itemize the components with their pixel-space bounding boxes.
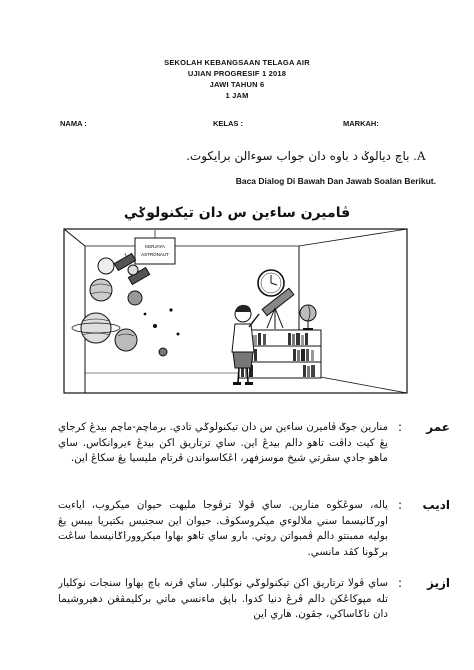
dialog-line: منارين جوݢ ڤاميرن ساءين س دان تيكنولوݢي تادي. برماچم-ماچم بيدڠ كرجاي يڠ كيت داڤت تاهو دالم بيدڠ اين. ساي ترتاريق اكن بيدڠ ءيروانكاس. ساي ماهو جادي سڤرتي شيخ موسزفهر، اڠكاسواندن ڤرتام مليسيا يڠ سكاڠ اين. bbox=[58, 421, 388, 464]
poster-text-1: KERJAYA bbox=[145, 244, 165, 249]
instruction-jawi-text: باچ ديالوݢ د باوه دان جواب سوءالن برايكوت. bbox=[186, 149, 410, 163]
poster-text-2: ASTRONAUT bbox=[141, 252, 169, 257]
dialog-title: ڤاميرن ساءين س دان تيكنولوݢي bbox=[123, 205, 351, 221]
subject-name: JAWI TAHUN 6 bbox=[209, 80, 265, 89]
speaker-name: عمر bbox=[426, 420, 450, 434]
section-instruction-rumi: Baca Dialog Di Bawah Dan Jawab Soalan Berikut. bbox=[235, 176, 436, 186]
speaker-name: ازيز bbox=[427, 576, 450, 590]
speaker-name: اديب bbox=[422, 498, 450, 512]
exam-name: UJIAN PROGRESIF 1 2018 bbox=[187, 69, 287, 78]
exam-duration: 1 JAM bbox=[225, 91, 249, 100]
science-exhibition-illustration bbox=[63, 228, 408, 394]
school-name: SEKOLAH KEBANGSAAN TELAGA AIR bbox=[164, 58, 310, 67]
speaker-colon: : bbox=[397, 498, 402, 512]
section-letter: A. bbox=[413, 148, 426, 163]
class-field-label: KELAS : bbox=[213, 119, 243, 128]
speaker-colon: : bbox=[397, 576, 402, 590]
dialog-line: ياله، سوڠڬوه منارين. ساي ڤولا ترڤوجا مليهت حيوان ميكروب، اياءيت اورݢانيسما سني ملالوءي ميكروسكوڤ. حيوان اين سجنيس بكتيريا بيبس يڠ بوليه ممبنتو دالم ڤمبواتن روتي. بارو ساي تاهو بهاوا ميكرووراݢانيسما ساڠت برݢونا كڤد مانسي. bbox=[58, 499, 388, 558]
name-field-label: NAMA : bbox=[60, 119, 87, 128]
speaker-colon: : bbox=[397, 420, 402, 434]
section-instruction-jawi bbox=[186, 148, 426, 164]
marks-field-label: MARKAH: bbox=[343, 119, 379, 128]
dialog-line: ساي ڤولا ترتاريق اكن تيكنولوݢي نوكليار. ساي ڤرنه باچ بهاوا سنجات نوكليار تله مڽوكاڠكن دالم ڤرڠ دنيا كدوا. باڽق ماءنسي ماتي بركليمڤڠن دهيروشيما دان ناݢاساكي، جڤون. هاري اين bbox=[58, 577, 388, 620]
wall-clock bbox=[258, 270, 284, 296]
